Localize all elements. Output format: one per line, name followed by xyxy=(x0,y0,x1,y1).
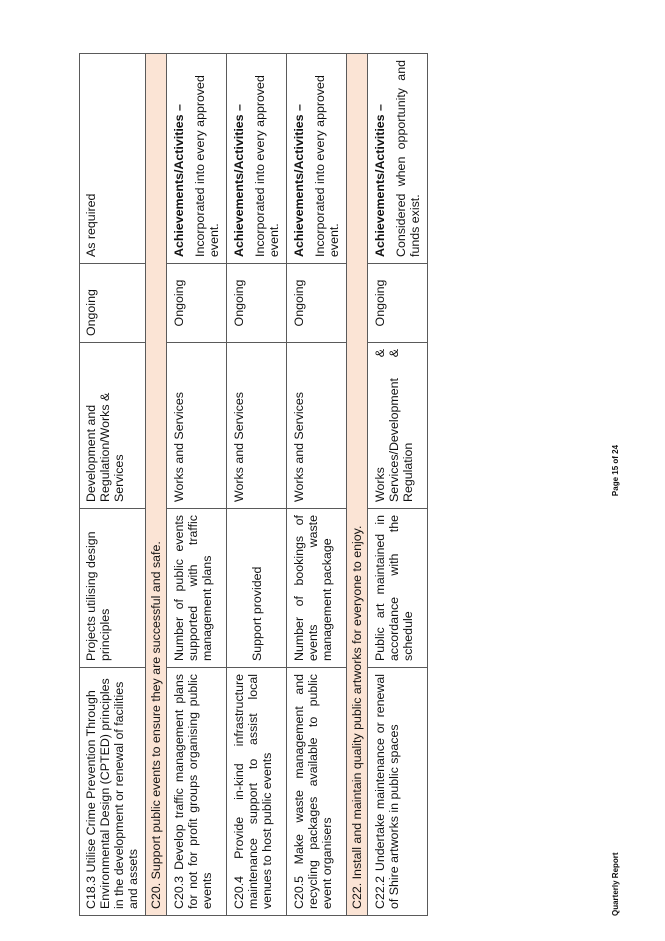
section-title: C22. Install and maintain quality public artworks for everyone to enjoy. xyxy=(347,54,368,916)
timeframe-cell: Ongoing xyxy=(227,264,287,343)
section-header-row xyxy=(347,54,368,916)
action-cell: C20.4 Provide in-kind infrastructure maintenance support to assist local venues to host public events xyxy=(227,668,287,916)
timeframe-cell: Ongoing xyxy=(368,264,428,343)
action-cell: C20.5 Make waste management and recycling packages available to public event organisers xyxy=(287,668,347,916)
timeframe-cell: Ongoing xyxy=(287,264,347,343)
progress-cell: As required xyxy=(80,54,146,264)
achievements-text: Incorporated into every approved event. xyxy=(313,75,341,257)
timeframe-cell: Ongoing xyxy=(80,264,146,343)
table-row xyxy=(287,54,347,916)
measure-cell: Number of bookings of events waste management package xyxy=(287,509,347,668)
achievements-heading: Achievements/Activities – xyxy=(172,104,186,257)
achievements-text: Incorporated into every approved event. xyxy=(193,75,221,257)
achievements-heading: Achievements/Activities – xyxy=(292,104,306,257)
section-title: C20. Support public events to ensure they are successful and safe. xyxy=(146,54,167,916)
achievements-text: Considered when opportunity and funds exist. xyxy=(394,60,422,257)
section-header-row xyxy=(146,54,167,916)
responsibility-cell: Works & Services/Development & Regulation xyxy=(368,343,428,509)
measure-cell: Public art maintained in accordance with the schedule xyxy=(368,509,428,668)
progress-cell xyxy=(167,54,227,264)
progress-cell xyxy=(227,54,287,264)
responsibility-cell: Works and Services xyxy=(227,343,287,509)
measure-cell: Number of public events supported with traffic management plans xyxy=(167,509,227,668)
timeframe-cell: Ongoing xyxy=(167,264,227,343)
footer-report-name: Quarterly Report xyxy=(611,852,620,916)
responsibility-cell: Works and Services xyxy=(167,343,227,509)
responsibility-cell: Works and Services xyxy=(287,343,347,509)
achievements-heading: Achievements/Activities – xyxy=(373,104,387,257)
achievements-heading: Achievements/Activities – xyxy=(232,104,246,257)
action-cell: C22.2 Undertake maintenance or renewal of Shire artworks in public spaces xyxy=(368,668,428,916)
footer-page-number: Page 15 of 24 xyxy=(611,444,620,497)
measure-cell: Support provided xyxy=(227,509,287,668)
action-cell: C18.3 Utilise Crime Prevention Through Environmental Design (CPTED) principles in the development or renewal of facilities and assets xyxy=(80,668,146,916)
progress-cell xyxy=(287,54,347,264)
progress-table xyxy=(79,53,428,916)
table-row xyxy=(80,54,146,916)
table-row xyxy=(368,54,428,916)
table-row xyxy=(167,54,227,916)
measure-cell: Projects utilising design principles xyxy=(80,509,146,668)
action-cell: C20.3 Develop traffic management plans for not for profit groups organising public events xyxy=(167,668,227,916)
responsibility-cell: Development and Regulation/Works & Services xyxy=(80,343,146,509)
achievements-text: Incorporated into every approved event. xyxy=(253,75,281,257)
progress-cell xyxy=(368,54,428,264)
table-row xyxy=(227,54,287,916)
